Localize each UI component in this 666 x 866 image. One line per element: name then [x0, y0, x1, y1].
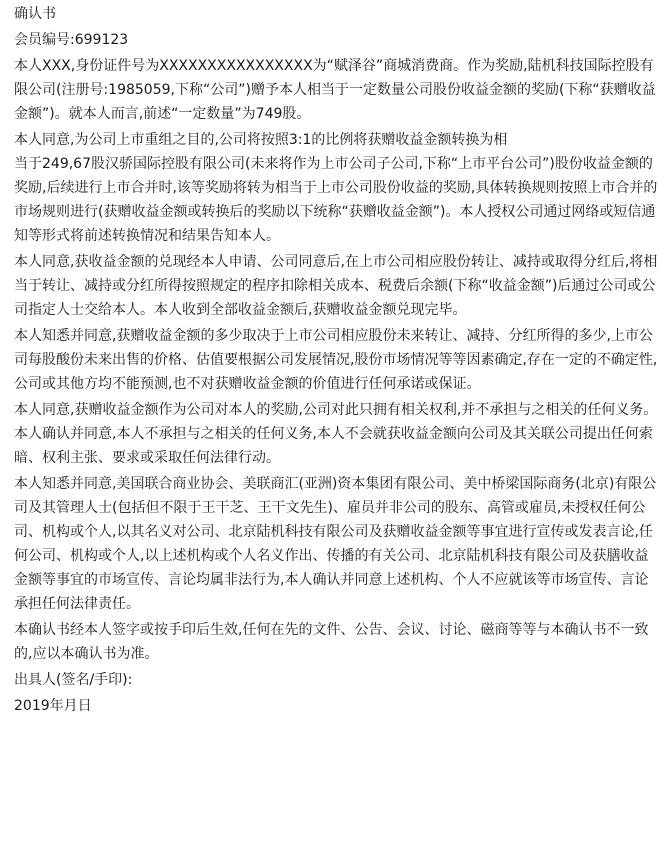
document-title: 确认书 — [14, 6, 56, 22]
paragraph-effectiveness: 本确认书经本人签字或按手印后生效,任何在先的文件、公告、会议、讨论、磁商等等与本确认书不一致的,应以本确认书为准。 — [14, 622, 649, 662]
paragraph-uncertainty: 本人知悉并同意,获赠收益金额的多少取决于上市公司相应股份未来转让、减持、分红所得的多少,上市公司每股酸份未来出售的价格、估值要根据公司发展情况,股份市场情况等等因素确定,存在一定的不确定性,公司或其他方均不能预测,也不对获赠收益金额的价值进行任何承诺或保证。 — [14, 328, 658, 392]
paragraph-reward: 本人XXX,身份证件号为XXXXXXXXXXXXXXXX为“赋泽谷”商城消费商。作为奖励,陆机科技国际控股有限公司(注册号:1985059,下称“公司”)赠予本人相当于一定数量公司股份收益金额的奖励(下称“获赠收益金额”)。就本人而言,前述“一定数量”为749股。 — [14, 58, 656, 122]
paragraph-conversion-detail: 当于249,67股汉骄国际控股有限公司(未来将作为上市公司子公司,下称“上市平台公司”)股份收益金额的奖励,后续进行上市合并时,该等奖励将转为相当于上市公司股份收益的奖励,具体转换规则按照上市合并的市场规则进行(获赠收益金额或转换后的奖励以下统称“获赠收益金额”)。本人授权公司通过网络或短信通知等形式将前述转换情况和结果告知本人。 — [14, 156, 658, 244]
paragraph-disclaimer: 本人知悉并同意,美国联合商业协会、美联商汇(亚洲)资本集团有限公司、美中桥梁国际商务(北京)有限公司及其管理人士(包括但不限于王干芝、王干文先生)、雇员并非公司的股东、高管或雇员,未授权任何公司、机构或个人,以其名义对公司、北京陆机科技有限公司及获赠收益金额等事宜进行宣传或发表言论,任何公司、机构或个人,以上述机构或个人名义作出、传播的有关公司、北京陆机科技有限公司及获膳收益金额等事宜的市场宣传、言论均属非法行为,本人确认并同意上述机构、个人不应就该等市场宣传、言论承担任何法律责任。 — [14, 476, 657, 612]
document-date: 2019年月日 — [14, 698, 92, 714]
member-number: 会员编号:699123 — [14, 32, 129, 48]
paragraph-conversion-intro: 本人同意,为公司上市重组之目的,公司将按照3:1的比例将获赠收益金额转换为相 — [14, 132, 508, 148]
paragraph-redemption: 本人同意,获收益金额的兑现经本人申请、公司同意后,在上市公司相应股份转让、减持或取得分红后,将相当于转让、减持或分红所得按照规定的程序扣除相关成本、税费后余额(下称“收益金额”)后通过公司或公司指定人士交给本人。本人收到全部收益金额后,获赠收益金额兑现完毕。 — [14, 254, 658, 318]
paragraph-no-obligation: 本人同意,获赠收益金额作为公司对本人的奖励,公司对此只拥有相关权利,并不承担与之相关的任何义务。本人确认并同意,本人不承担与之相关的任何义务,本人不会就获收益金额向公司及其关联公司提出任何索暗、权利主张、要求或采取任何法律行动。 — [14, 402, 658, 466]
signer-label: 出具人(签名/手印): — [14, 672, 133, 688]
